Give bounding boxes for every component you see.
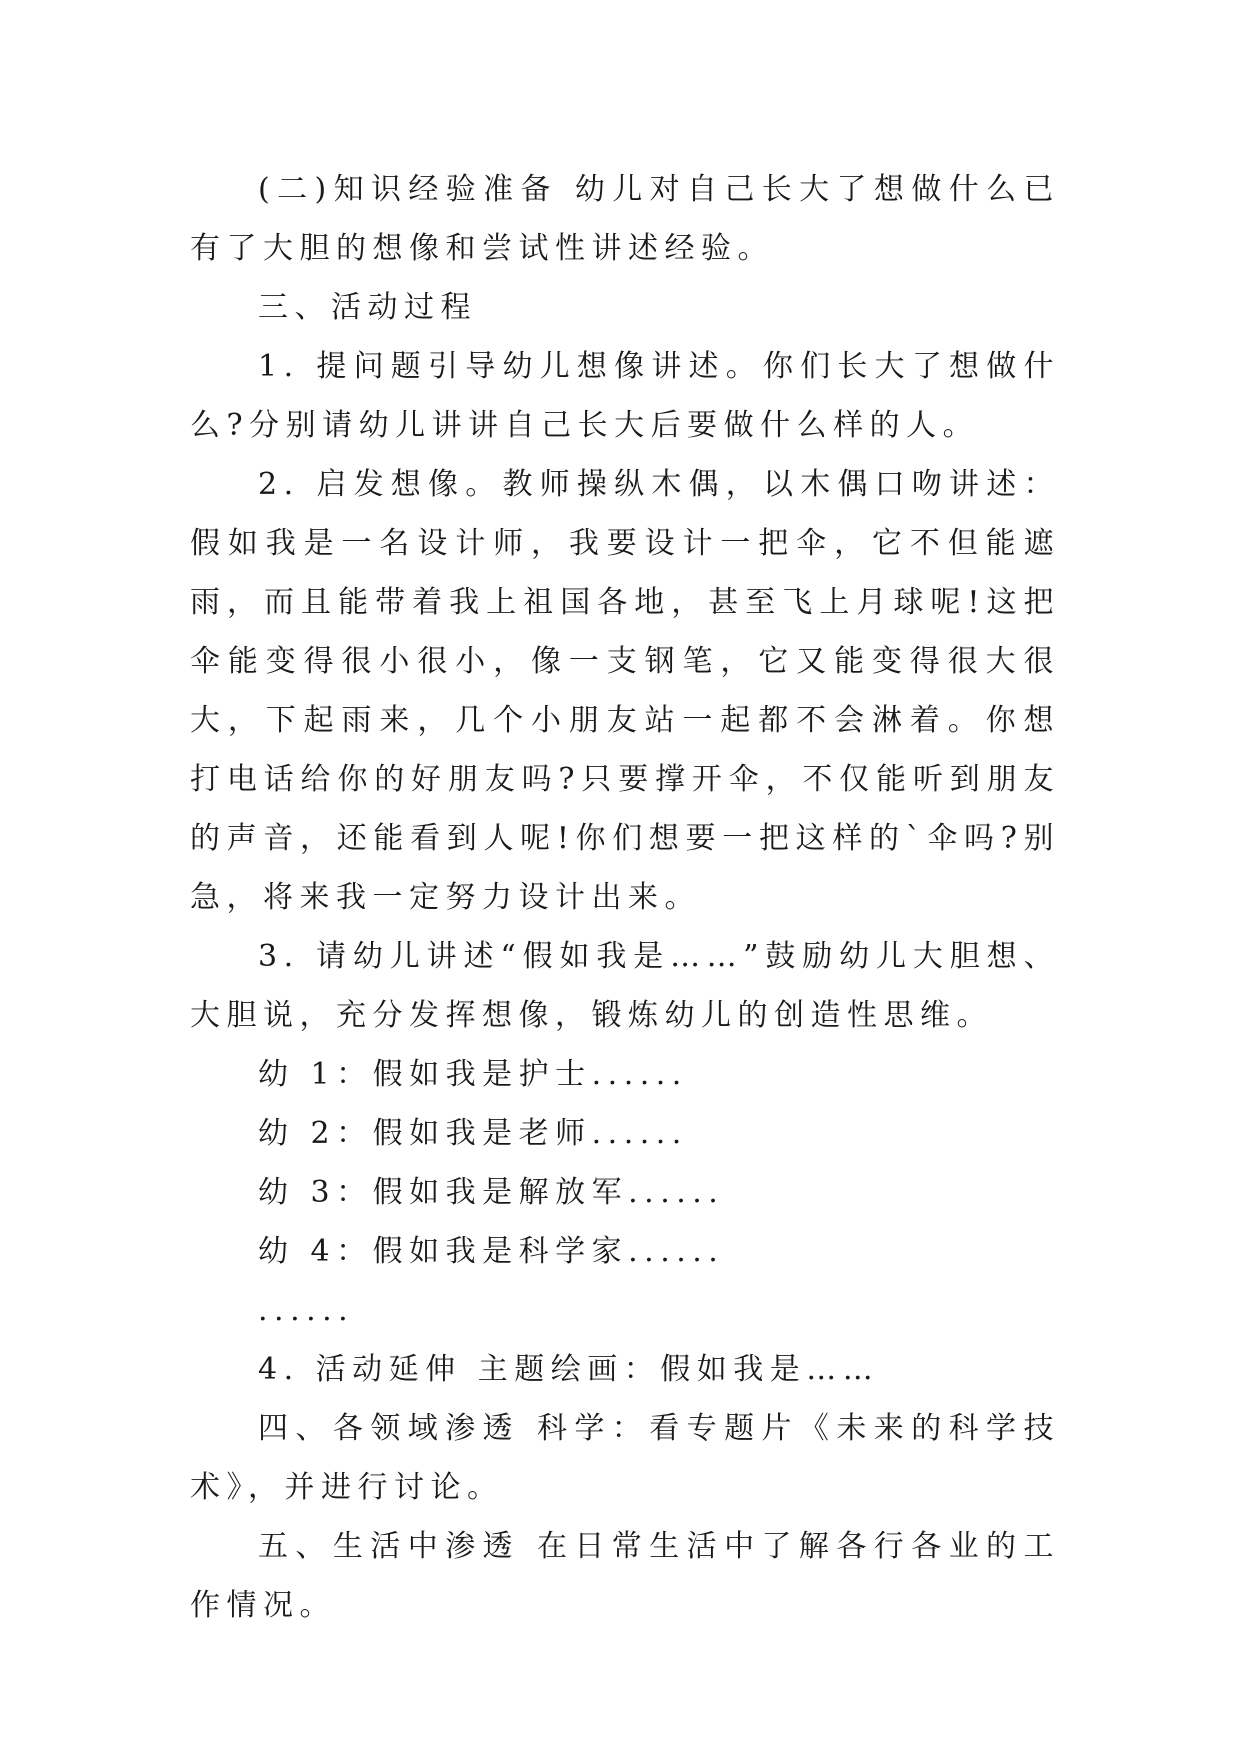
paragraph-step-2: 2. 启发想像。教师操纵木偶，以木偶口吻讲述：假如我是一名设计师，我要设计一把伞，它不但能遮雨，而且能带着我上祖国各地，甚至飞上月球呢!这把伞能变得很小很小，像一支钢笔，它又能变得很大很大，下起雨来，几个小朋友站一起都不会淋着。你想打电话给你的好朋友吗?只要撑开伞，不仅能听到朋友的声音，还能看到人呢!你们想要一把这样的`伞吗?别急，将来我一定努力设计出来。 bbox=[190, 467, 1060, 915]
paragraph-step-3: 3. 请幼儿讲述“假如我是……”鼓励幼儿大胆想、大胆说，充分发挥想像，锻炼幼儿的创造性思维。 bbox=[190, 939, 1060, 1033]
paragraph-step-4: 4. 活动延伸 主题绘画：假如我是…… bbox=[258, 1352, 880, 1387]
document-body bbox=[190, 160, 1060, 1635]
ellipsis-line: ...... bbox=[258, 1293, 355, 1328]
child-example-4: 幼 4：假如我是科学家...... bbox=[258, 1234, 725, 1269]
paragraph-step-1: 1. 提问题引导幼儿想像讲述。你们长大了想做什么?分别请幼儿讲讲自己长大后要做什么样的人。 bbox=[190, 349, 1060, 443]
child-example-2: 幼 2：假如我是老师...... bbox=[258, 1116, 688, 1151]
paragraph-daily-life-integration: 五、生活中渗透 在日常生活中了解各行各业的工作情况。 bbox=[190, 1529, 1060, 1623]
child-example-1: 幼 1：假如我是护士...... bbox=[258, 1057, 688, 1092]
paragraph-knowledge-preparation: (二)知识经验准备 幼儿对自己长大了想做什么已有了大胆的想像和尝试性讲述经验。 bbox=[190, 172, 1060, 266]
child-example-3: 幼 3：假如我是解放军...... bbox=[258, 1175, 725, 1210]
heading-activity-process: 三、活动过程 bbox=[258, 290, 477, 325]
paragraph-domain-integration: 四、各领域渗透 科学：看专题片《未来的科学技术》，并进行讨论。 bbox=[190, 1411, 1060, 1505]
